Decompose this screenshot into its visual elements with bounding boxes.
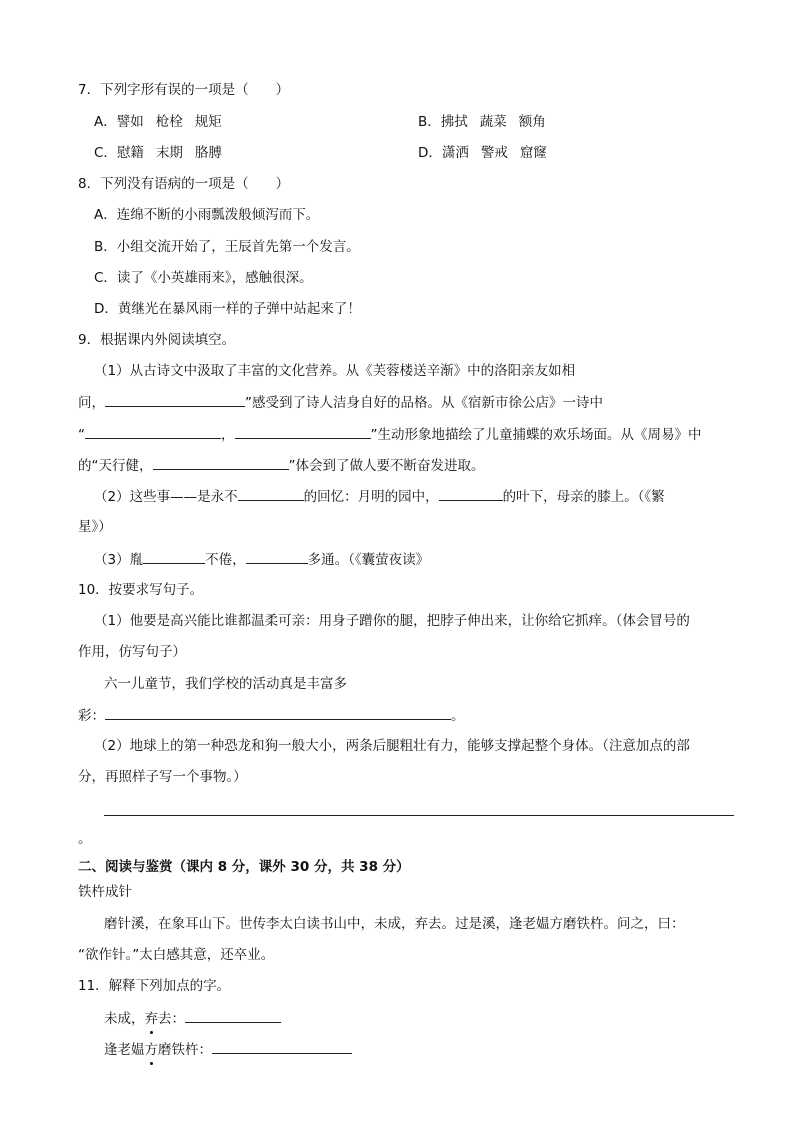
answer-blank[interactable]	[185, 1008, 281, 1023]
answer-blank[interactable]	[439, 486, 503, 501]
q9-part2-line1: （2）这些事——是永不 的回忆：月明的园中， 的叶下，母亲的膝上。（《繁	[94, 486, 665, 507]
q10-part1-line2: 作用，仿写句子）	[78, 644, 186, 660]
q10-part2-end-mark: 。	[78, 831, 92, 847]
q10-part2-answer-line[interactable]	[104, 815, 734, 816]
answer-blank[interactable]	[238, 486, 304, 501]
q9-part1-line4: 的“天行健， ”体会到了做人要不断奋发进取。	[78, 455, 485, 476]
q9-part1-line3: “ ， ”生动形象地描绘了儿童捕蝶的欢乐场面。从《周易》中	[78, 424, 702, 445]
option-label: C．	[94, 145, 117, 161]
q7-option-c[interactable]: C．慰籍 末期 胳膊	[94, 145, 222, 161]
section2-heading: 二、阅读与鉴赏（课内 8 分，课外 30 分，共 38 分）	[78, 859, 410, 875]
answer-blank[interactable]	[105, 705, 451, 720]
q10-part1-example: 六一儿童节，我们学校的活动真是丰富多	[104, 676, 347, 692]
q9-part1-line2: 问， ”感受到了诗人洁身自好的品格。从《宿新市徐公店》一诗中	[78, 392, 603, 413]
option-label: A．	[94, 114, 117, 130]
q10-part2-line2: 分，再照样子写一个事物。）	[78, 769, 247, 785]
q8-option-c[interactable]: C．读了《小英雄雨来》，感触很深。	[94, 270, 313, 286]
option-label: B．	[418, 114, 441, 130]
q9-stem: 9．根据课内外阅读填空。	[78, 332, 236, 348]
q8-option-d[interactable]: D．黄继光在暴风雨一样的子弹中站起来了！	[94, 301, 361, 317]
passage-title: 铁杵成针	[78, 884, 132, 900]
answer-blank[interactable]	[235, 424, 371, 439]
q7-option-a[interactable]: A．譬如 枪栓 规矩	[94, 114, 222, 130]
answer-blank[interactable]	[212, 1039, 352, 1054]
q11-stem: 11．解释下列加点的字。	[78, 978, 231, 994]
answer-blank[interactable]	[153, 455, 289, 470]
answer-blank[interactable]	[246, 549, 308, 564]
q7-option-b[interactable]: B．拂拭 蔬菜 额角	[418, 114, 546, 130]
q9-part1-line1: （1）从古诗文中汲取了丰富的文化营养。从《芙蓉楼送辛渐》中的洛阳亲友如相	[94, 363, 576, 379]
emphasis-dot-char: 弃	[144, 1011, 158, 1027]
q11-item2: 逢老媪方磨铁杵：	[104, 1039, 352, 1060]
q8-stem: 8．下列没有语病的一项是（ ）	[78, 176, 290, 192]
passage-line1: 磨针溪，在象耳山下。世传李太白读书山中，未成，弃去。过是溪，逢老媪方磨铁杵。问之，曰：	[104, 916, 685, 932]
option-label: D．	[418, 145, 442, 161]
answer-blank[interactable]	[105, 392, 245, 407]
q8-option-a[interactable]: A．连绵不断的小雨瓢泼般倾泻而下。	[94, 207, 320, 223]
q7-stem: 7．下列字形有误的一项是（ ）	[78, 82, 290, 98]
answer-blank[interactable]	[85, 424, 221, 439]
q10-part1-answer: 彩： 。	[78, 705, 465, 726]
q8-option-b[interactable]: B．小组交流开始了，王辰首先第一个发言。	[94, 239, 360, 255]
q10-stem: 10．按要求写句子。	[78, 582, 204, 598]
answer-blank[interactable]	[143, 549, 205, 564]
q10-part1-line1: （1）他要是高兴能比谁都温柔可亲：用身子蹭你的腿，把脖子伸出来，让你给它抓痒。（体会冒号的	[94, 613, 690, 629]
passage-line2: “欲作针。”太白感其意，还卒业。	[78, 947, 275, 963]
q10-part2-line1: （2）地球上的第一种恐龙和狗一般大小，两条后腿粗壮有力，能够支撑起整个身体。（注意加点的部	[94, 738, 690, 754]
q11-item1: 未成，弃去：	[104, 1008, 281, 1029]
emphasis-dot-char: 方	[144, 1042, 158, 1058]
q7-option-d[interactable]: D．潇洒 警戒 窟窿	[418, 145, 547, 161]
q9-part3: （3）胤 不倦， 多通。（《囊萤夜读》	[94, 549, 429, 570]
q9-part2-line2: 星》）	[78, 519, 112, 535]
